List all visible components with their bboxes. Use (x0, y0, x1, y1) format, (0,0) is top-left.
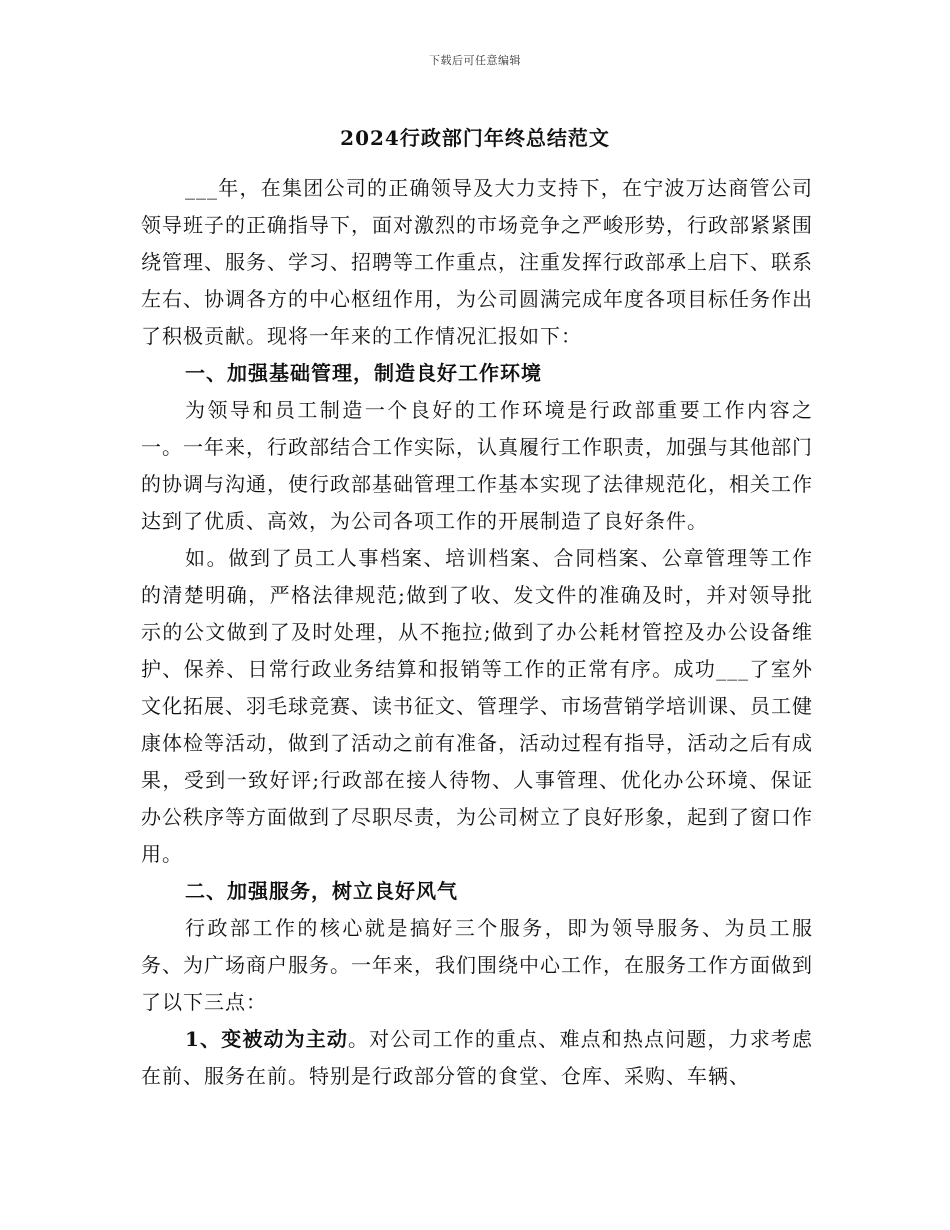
header-note: 下载后可任意编辑 (429, 54, 521, 67)
section-2-paragraph-1: 行政部工作的核心就是搞好三个服务，即为领导服务、为员工服务、为广场商户服务。一年来，我们围绕中心工作，在服务工作方面做到了以下三点： (141, 916, 813, 1014)
document-body (141, 170, 813, 1095)
section-1-paragraph-2: 如。做到了员工人事档案、培训档案、合同档案、公章管理等工作的清楚明确，严格法律规范;做到了收、发文件的准确及时，并对领导批示的公文做到了及时处理，从不拖拉;做到了办公耗材管控及办公设备维护、保养、日常行政业务结算和报销等工作的正常有序。成功___了室外文化拓展、羽毛球竞赛、读书征文、管理学、市场营销学培训课、员工健康体检等活动，做到了活动之前有准备，活动过程有指导，活动之后有成果，受到一致好评;行政部在接人待物、人事管理、优化办公环境、保证办公秩序等方面做到了尽职尽责，为公司树立了良好形象，起到了窗口作用。 (141, 546, 813, 866)
intro-paragraph: ___年，在集团公司的正确领导及大力支持下，在宁波万达商管公司领导班子的正确指导下，面对激烈的市场竞争之严峻形势，行政部紧紧围绕管理、服务、学习、招聘等工作重点，注重发挥行政部承上启下、联系左右、协调各方的中心枢纽作用，为公司圆满完成年度各项目标任务作出了积极贡献。现将一年来的工作情况汇报如下： (141, 176, 813, 348)
point-1-text: 。对公司工作的重点、难点和热点问题，力求考虑在前、服务在前。特别是行政部分管的食堂、仓库、采购、车辆、 (141, 1027, 813, 1088)
section-heading-1: 一、加强基础管理，制造良好工作环境 (185, 361, 542, 385)
section-2-point-1 (141, 1021, 813, 1095)
document-title: 2024行政部门年终总结范文 (340, 126, 610, 150)
section-heading-2: 二、加强服务，树立良好风气 (185, 879, 458, 903)
point-1-lead: 1、变被动为主动 (185, 1027, 349, 1051)
section-1-paragraph-1: 为领导和员工制造一个良好的工作环境是行政部重要工作内容之一。一年来，行政部结合工作实际，认真履行工作职责，加强与其他部门的协调与沟通，使行政部基础管理工作基本实现了法律规范化，相关工作达到了优质、高效，为公司各项工作的开展制造了良好条件。 (141, 398, 813, 533)
